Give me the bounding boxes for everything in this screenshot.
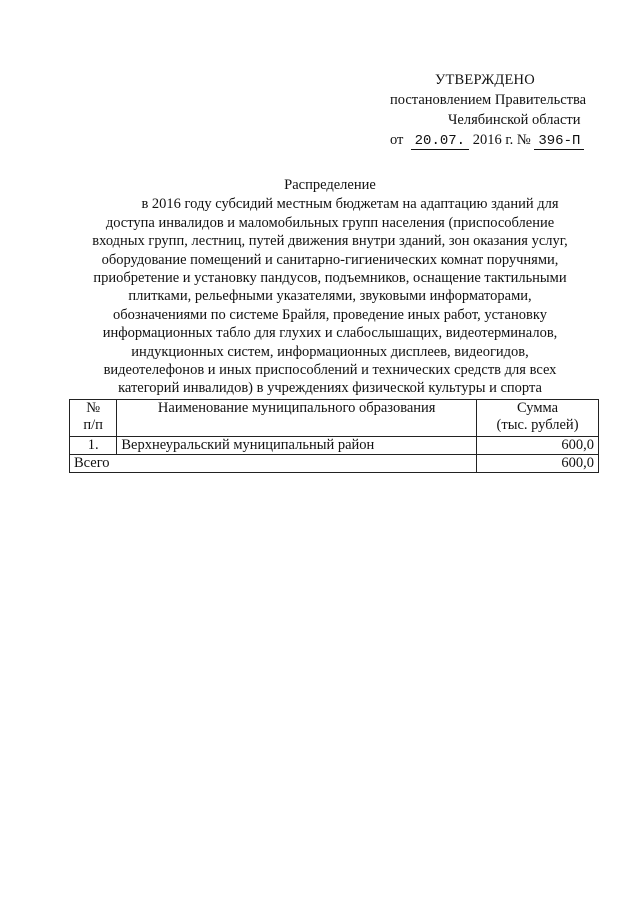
heading-line: видеотелефонов и иных приспособлений и технических средств для всех (103, 362, 557, 379)
approval-line-3: Челябинской области (448, 112, 581, 128)
table-total-row (70, 455, 599, 473)
heading-line: информационных табло для глухих и слабослышащих, видеотерминалов, (102, 325, 558, 342)
date-value: 20.07. (411, 133, 469, 150)
heading-line: обозначениями по системе Брайля, проведение иных работ, установку (113, 306, 547, 323)
document-heading (60, 176, 600, 398)
row-sum: 600,0 (477, 437, 599, 455)
heading-line: доступа инвалидов и маломобильных групп населения (приспособление (105, 214, 555, 231)
decree-number: 396-П (534, 133, 584, 150)
heading-line: входных групп, лестниц, путей движения внутри зданий, зон оказания услуг, (92, 233, 568, 250)
header-sum-line1: Сумма (517, 400, 559, 416)
approval-title: УТВЕРЖДЕНО (435, 72, 535, 88)
year-text: 2016 г. № (472, 132, 531, 148)
header-num-line2: п/п (83, 417, 103, 433)
heading-line: индукционных систем, информационных дисплеев, видеогидов, (131, 343, 529, 360)
approval-line-2: постановлением Правительства (390, 92, 587, 108)
header-name: Наименование муниципального образования (117, 400, 477, 437)
approval-block (380, 70, 620, 151)
distribution-table (69, 399, 599, 473)
header-sum (477, 400, 599, 437)
heading-line: категорий инвалидов) в учреждениях физической культуры и спорта (118, 380, 542, 397)
heading-line: приобретение и установку пандусов, подъемников, оснащение тактильными (93, 270, 567, 287)
table-header-row (70, 400, 599, 437)
header-sum-line2: (тыс. рублей) (496, 417, 579, 433)
row-name: Верхнеуральский муниципальный район (117, 437, 477, 455)
heading-title: Распределение (284, 177, 376, 193)
row-num: 1. (70, 437, 117, 455)
approval-date-line (380, 130, 620, 151)
total-label: Всего (70, 455, 477, 473)
header-num-line1: № (86, 400, 101, 416)
total-sum: 600,0 (477, 455, 599, 473)
header-num (70, 400, 117, 437)
heading-line: плитками, рельефными указателями, звуковыми информаторами, (128, 288, 532, 305)
heading-line: оборудование помещений и санитарно-гигиенических комнат поручнями, (101, 251, 559, 268)
table-row (70, 437, 599, 455)
heading-line: в 2016 году субсидий местным бюджетам на адаптацию зданий для (141, 196, 559, 213)
date-prefix: от (390, 132, 404, 148)
